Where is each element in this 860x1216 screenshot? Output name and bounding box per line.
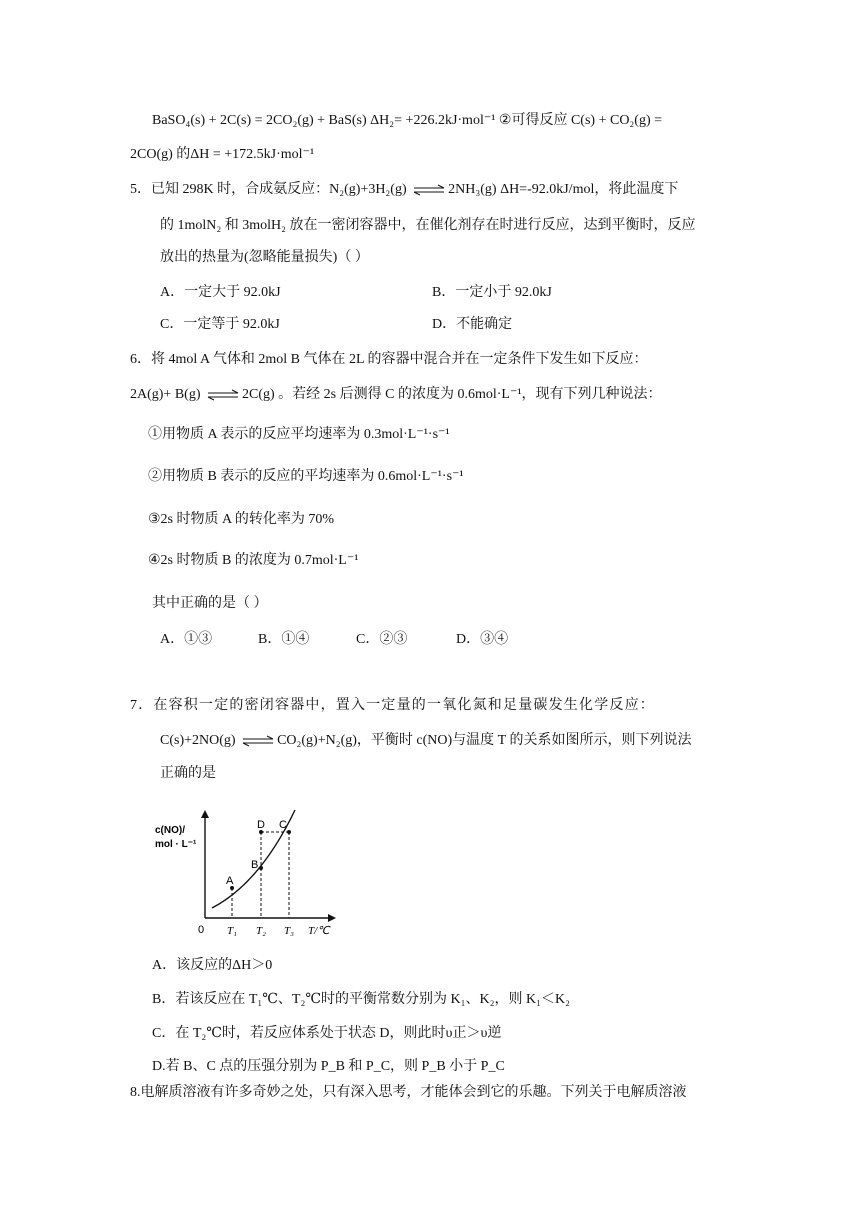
q7-option-b: B．若该反应在 T₁℃、T₂℃时的平衡常数分别为 K₁、K₂，则 K₁＜K₂ bbox=[152, 992, 570, 1007]
equilibrium-arrow-icon bbox=[412, 184, 446, 196]
q5-number: 5． bbox=[130, 182, 151, 197]
q5-line1-a: 已知 298K 时，合成氨反应：N₂(g)+3H₂(g) bbox=[151, 182, 407, 197]
q7-line-1: 7．在容积一定的密闭容器中，置入一定量的一氧化氮和足量碳发生化学反应： bbox=[130, 698, 655, 713]
q5-line-1 bbox=[130, 180, 678, 200]
q7-line2-a: C(s)+2NO(g) bbox=[160, 733, 236, 748]
q6-option-b: B．①④ bbox=[258, 632, 310, 647]
label-a: A bbox=[226, 875, 234, 887]
tick-t1: T₁ bbox=[227, 925, 237, 937]
q6-prompt: 其中正确的是（ ） bbox=[152, 596, 268, 611]
continuation-line-2: 2CO(g) 的ΔH = +172.5kJ·mol⁻¹ bbox=[130, 147, 315, 162]
q7-line-2 bbox=[160, 731, 691, 751]
point-b bbox=[259, 866, 263, 870]
q6-statement-4: ④2s 时物质 B 的浓度为 0.7mol·L⁻¹ bbox=[148, 553, 359, 568]
graph-ylabel-1: c(NO)/ bbox=[155, 825, 185, 836]
q5-option-d: D．不能确定 bbox=[432, 317, 513, 332]
label-b: B bbox=[251, 859, 259, 871]
q6-line-1: 6．将 4mol A 气体和 2mol B 气体在 2L 的容器中混合并在一定条件下发生如下反应： bbox=[130, 352, 648, 367]
x-axis-arrow-icon bbox=[328, 914, 336, 922]
q5-line1-b: 2NH₃(g) ΔH=-92.0kJ/mol，将此温度下 bbox=[448, 182, 679, 197]
point-c bbox=[287, 830, 291, 834]
q7-graph bbox=[150, 808, 350, 938]
q7-option-d: D.若 B、C 点的压强分别为 P_B 和 P_C，则 P_B 小于 P_C bbox=[152, 1059, 505, 1074]
q5-line-3: 放出的热量为(忽略能量损失)（ ） bbox=[160, 250, 369, 265]
q6-statement-2: ②用物质 B 表示的反应的平均速率为 0.6mol·L⁻¹·s⁻¹ bbox=[148, 469, 464, 484]
origin-label: 0 bbox=[198, 924, 205, 936]
q7-option-a: A．该反应的ΔH＞0 bbox=[152, 958, 273, 973]
tick-t3: T₃ bbox=[284, 925, 294, 937]
tick-t-unit: T/℃ bbox=[308, 925, 330, 937]
label-d: D bbox=[257, 819, 265, 831]
q6-option-c: C．②③ bbox=[356, 632, 408, 647]
q8-line-1: 8.电解质溶液有许多奇妙之处，只有深入思考，才能体会到它的乐趣。下列关于电解质溶液 bbox=[130, 1085, 687, 1100]
q6-statement-1: ①用物质 A 表示的反应平均速率为 0.3mol·L⁻¹·s⁻¹ bbox=[148, 427, 450, 442]
q5-option-b: B．一定小于 92.0kJ bbox=[432, 285, 552, 300]
equilibrium-arrow-icon bbox=[241, 735, 275, 747]
q6-line2-a: 2A(g)+ B(g) bbox=[130, 387, 201, 402]
q6-statement-3: ③2s 时物质 A 的转化率为 70% bbox=[148, 512, 334, 527]
tick-t2: T₂ bbox=[256, 925, 266, 937]
graph-ylabel-2: mol · L⁻¹ bbox=[155, 839, 197, 850]
q6-line-2 bbox=[130, 385, 662, 405]
q6-line2-b: 2C(g) 。若经 2s 后测得 C 的浓度为 0.6mol·L⁻¹，现有下列几种说法： bbox=[242, 387, 662, 402]
q6-option-d: D．③④ bbox=[456, 632, 509, 647]
q6-option-a: A．①③ bbox=[160, 632, 213, 647]
q5-option-a: A．一定大于 92.0kJ bbox=[160, 285, 281, 300]
equilibrium-arrow-icon bbox=[206, 389, 240, 401]
q5-option-c: C．一定等于 92.0kJ bbox=[160, 317, 280, 332]
q5-line-2: 的 1molN₂ 和 3molH₂ 放在一密闭容器中，在催化剂存在时进行反应，达到平衡时，反应 bbox=[160, 218, 696, 233]
q7-line2-b: CO₂(g)+N₂(g)，平衡时 c(NO)与温度 T 的关系如图所示，则下列说法 bbox=[277, 733, 692, 748]
q7-line-3: 正确的是 bbox=[160, 766, 216, 781]
label-c: C bbox=[279, 819, 287, 831]
y-axis-arrow-icon bbox=[201, 810, 209, 818]
continuation-line-1: BaSO₄(s) + 2C(s) = 2CO₂(g) + BaS(s) ΔH₂= +226.2kJ·mol⁻¹ ②可得反应 C(s) + CO₂(g) = bbox=[152, 113, 663, 128]
q7-option-c: C．在 T₂℃时，若反应体系处于状态 D，则此时υ正＞υ逆 bbox=[152, 1026, 502, 1041]
